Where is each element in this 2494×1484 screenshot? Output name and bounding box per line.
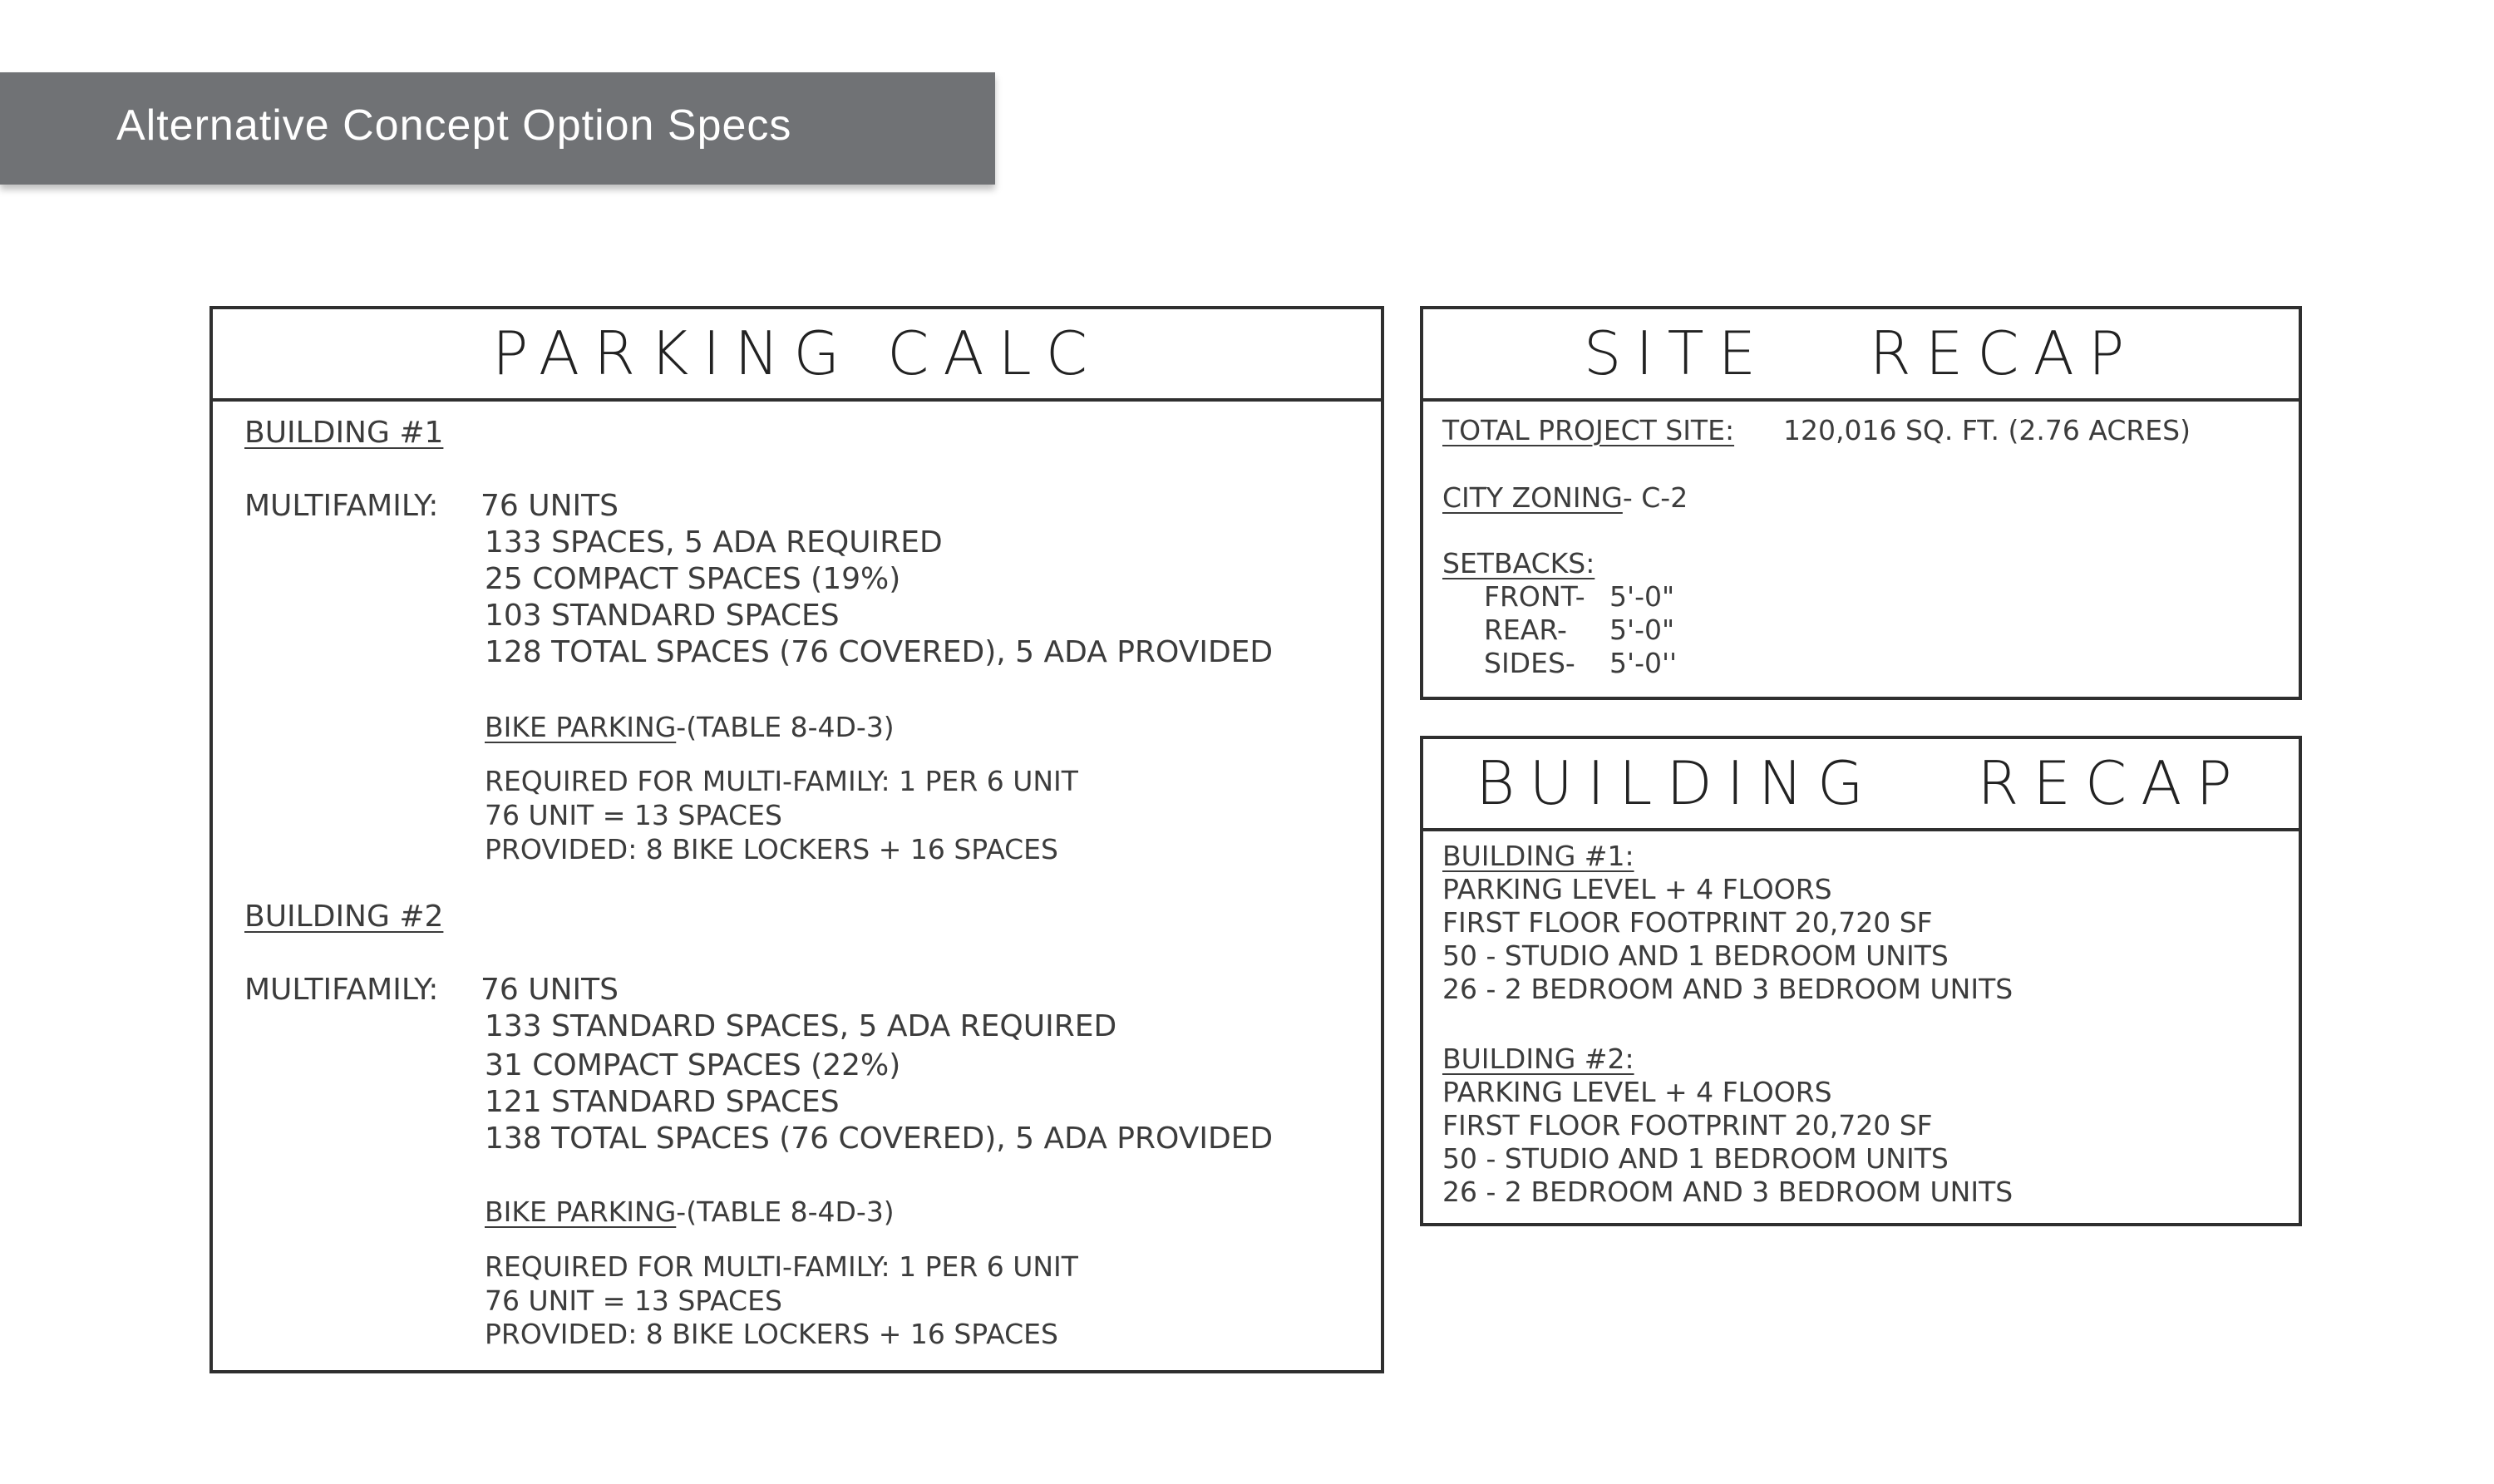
setback-label: FRONT- [1484, 580, 1585, 613]
parking-line: 133 STANDARD SPACES, 5 ADA REQUIRED [485, 1009, 1117, 1043]
city-zoning-value: - C-2 [1622, 481, 1688, 514]
parking-line: 138 TOTAL SPACES (76 COVERED), 5 ADA PROVIDED [485, 1122, 1274, 1156]
city-zoning-label: CITY ZONING [1442, 481, 1623, 514]
bike-parking-label: BIKE PARKING [485, 1196, 677, 1228]
setback-value: 5'-0'' [1609, 647, 1678, 679]
recap-line: FIRST FLOOR FOOTPRINT 20,720 SF [1442, 906, 1933, 939]
bike-parking-label: BIKE PARKING [485, 711, 677, 743]
setback-value: 5'-0" [1609, 580, 1675, 613]
parking-line: 31 COMPACT SPACES (22%) [485, 1048, 901, 1082]
bike-line: REQUIRED FOR MULTI-FAMILY: 1 PER 6 UNIT [485, 1250, 1078, 1283]
bike-line: PROVIDED: 8 BIKE LOCKERS + 16 SPACES [485, 1318, 1058, 1350]
recap-line: 26 - 2 BEDROOM AND 3 BEDROOM UNITS [1442, 973, 2013, 1005]
building-recap-panel [1420, 736, 2302, 1226]
parking-calc-title: PARKING CALC [213, 309, 1381, 402]
title-banner [0, 72, 995, 185]
total-project-site-value: 120,016 SQ. FT. (2.76 ACRES) [1783, 414, 2191, 446]
recap-line: 50 - STUDIO AND 1 BEDROOM UNITS [1442, 939, 1949, 972]
site-recap-panel [1420, 306, 2302, 700]
bike-parking-table: -(TABLE 8-4D-3) [676, 1196, 895, 1228]
setback-label: SIDES- [1484, 647, 1575, 679]
recap-line: 26 - 2 BEDROOM AND 3 BEDROOM UNITS [1442, 1176, 2013, 1208]
parking-line: 103 STANDARD SPACES [485, 599, 840, 633]
multifamily-units: 76 UNITS [481, 973, 619, 1007]
building-recap-title: BUILDING RECAP [1423, 739, 2299, 831]
bike-line: PROVIDED: 8 BIKE LOCKERS + 16 SPACES [485, 833, 1058, 865]
bike-line: REQUIRED FOR MULTI-FAMILY: 1 PER 6 UNIT [485, 765, 1078, 797]
recap-line: PARKING LEVEL + 4 FLOORS [1442, 873, 1832, 905]
bike-line: 76 UNIT = 13 SPACES [485, 1284, 782, 1317]
recap-line: FIRST FLOOR FOOTPRINT 20,720 SF [1442, 1109, 1933, 1141]
multifamily-units: 76 UNITS [481, 489, 619, 523]
city-zoning-line [1442, 481, 1688, 514]
parking-line: 121 STANDARD SPACES [485, 1085, 840, 1119]
building-1-heading: BUILDING #1 [244, 416, 444, 450]
bike-parking-table: -(TABLE 8-4D-3) [676, 711, 895, 743]
total-project-site-label: TOTAL PROJECT SITE: [1442, 414, 1735, 446]
bike-line: 76 UNIT = 13 SPACES [485, 799, 782, 831]
bike-parking-line [485, 1196, 895, 1228]
bike-parking-line [485, 711, 895, 743]
recap-building-2-heading: BUILDING #2: [1442, 1043, 1634, 1075]
setback-label: REAR- [1484, 614, 1567, 646]
multifamily-label: MULTIFAMILY: [244, 973, 439, 1007]
recap-line: 50 - STUDIO AND 1 BEDROOM UNITS [1442, 1142, 1949, 1175]
building-2-heading: BUILDING #2 [244, 900, 444, 934]
recap-building-1-heading: BUILDING #1: [1442, 840, 1634, 872]
parking-line: 133 SPACES, 5 ADA REQUIRED [485, 525, 943, 560]
page-title: Alternative Concept Option Specs [116, 101, 792, 150]
parking-calc-panel [209, 306, 1384, 1373]
setbacks-label: SETBACKS: [1442, 547, 1595, 579]
parking-line: 128 TOTAL SPACES (76 COVERED), 5 ADA PROVIDED [485, 635, 1274, 669]
parking-line: 25 COMPACT SPACES (19%) [485, 562, 901, 596]
site-recap-title: SITE RECAP [1423, 309, 2299, 402]
recap-line: PARKING LEVEL + 4 FLOORS [1442, 1076, 1832, 1108]
multifamily-label: MULTIFAMILY: [244, 489, 439, 523]
setback-value: 5'-0" [1609, 614, 1675, 646]
